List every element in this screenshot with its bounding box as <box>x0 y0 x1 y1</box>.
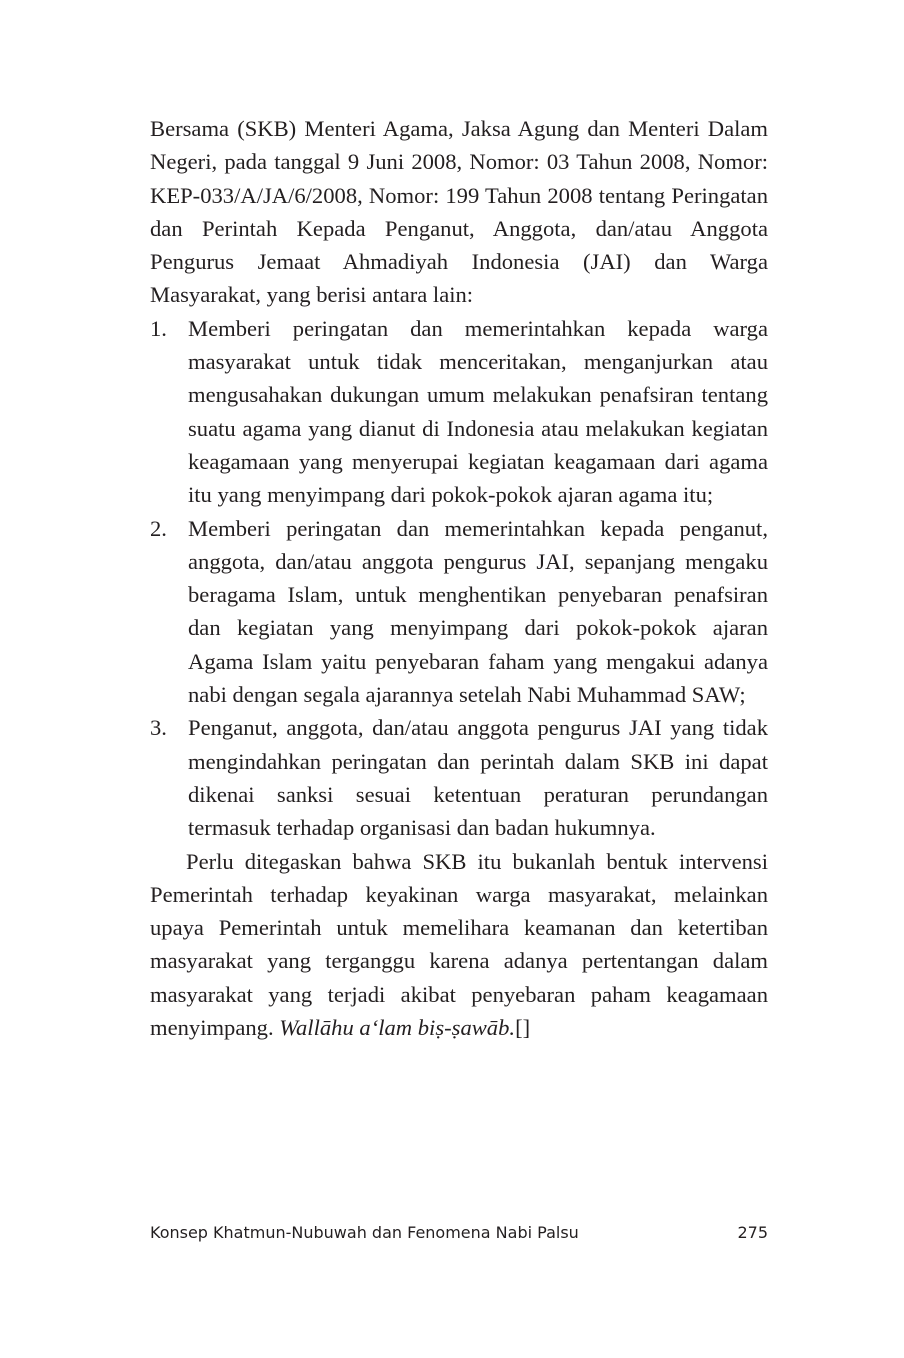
numbered-list <box>150 312 768 845</box>
list-item <box>150 711 768 844</box>
running-footer-title: Konsep Khatmun-Nubuwah dan Fenomena Nabi Palsu <box>150 1223 579 1242</box>
list-number: 1. <box>150 315 167 341</box>
list-text: Penganut, anggota, dan/atau anggota pengurus JAI yang tidak mengindahkan peringatan dan perintah dalam SKB ini dapat dikenai sanksi sesuai ketentuan peraturan perundangan termasuk terhadap organisasi dan badan hukumnya. <box>188 715 768 841</box>
closing-text: Perlu ditegaskan bahwa SKB itu bukanlah bentuk intervensi Pemerintah terhadap keyakinan warga masyarakat, melainkan upaya Pemerintah untuk memelihara keamanan dan ketertiban masyarakat yang terganggu karena adanya pertentangan dalam masyarakat yang terjadi akibat penyebaran paham keagamaan menyimpang. <box>150 848 768 1041</box>
list-number: 3. <box>150 715 167 741</box>
end-mark: [] <box>515 1015 531 1041</box>
page-footer <box>150 1223 768 1249</box>
closing-italic-phrase: Wallāhu a‘lam biṣ-ṣawāb. <box>279 1015 516 1041</box>
closing-paragraph <box>150 845 768 1045</box>
opening-paragraph: Bersama (SKB) Menteri Agama, Jaksa Agung dan Menteri Dalam Negeri, pada tanggal 9 Juni 2008, Nomor: 03 Tahun 2008, Nomor: KEP-033/A/JA/6/2008, Nomor: 199 Tahun 2008 tentang Peringatan dan Perintah Kepada Penganut, Anggota, dan/atau Anggota Pengurus Jemaat Ahmadiyah Indonesia (JAI) dan Warga Masyarakat, yang berisi antara lain: <box>150 116 768 308</box>
list-text: Memberi peringatan dan memerintahkan kepada warga masyarakat untuk tidak menceritakan, menganjurkan atau mengusahakan dukungan umum melakukan penafsiran tentang suatu agama yang dianut di Indonesia atau melakukan kegiatan keagamaan yang menyerupai kegiatan keagamaan dari agama itu yang menyimpang dari pokok-pokok ajaran agama itu; <box>188 315 768 508</box>
list-text: Memberi peringatan dan memerintahkan kepada penganut, anggota, dan/atau anggota pengurus JAI, sepanjang mengaku beragama Islam, untuk menghentikan penyebaran penafsiran dan kegiatan yang menyimpang dari pokok-pokok ajaran Agama Islam yaitu penyebaran faham yang mengakui adanya nabi dengan segala ajarannya setelah Nabi Muhammad SAW; <box>188 515 768 708</box>
page-number: 275 <box>737 1223 768 1242</box>
list-item <box>150 512 768 712</box>
list-item <box>150 312 768 512</box>
list-number: 2. <box>150 515 167 541</box>
page-body <box>150 112 768 1044</box>
